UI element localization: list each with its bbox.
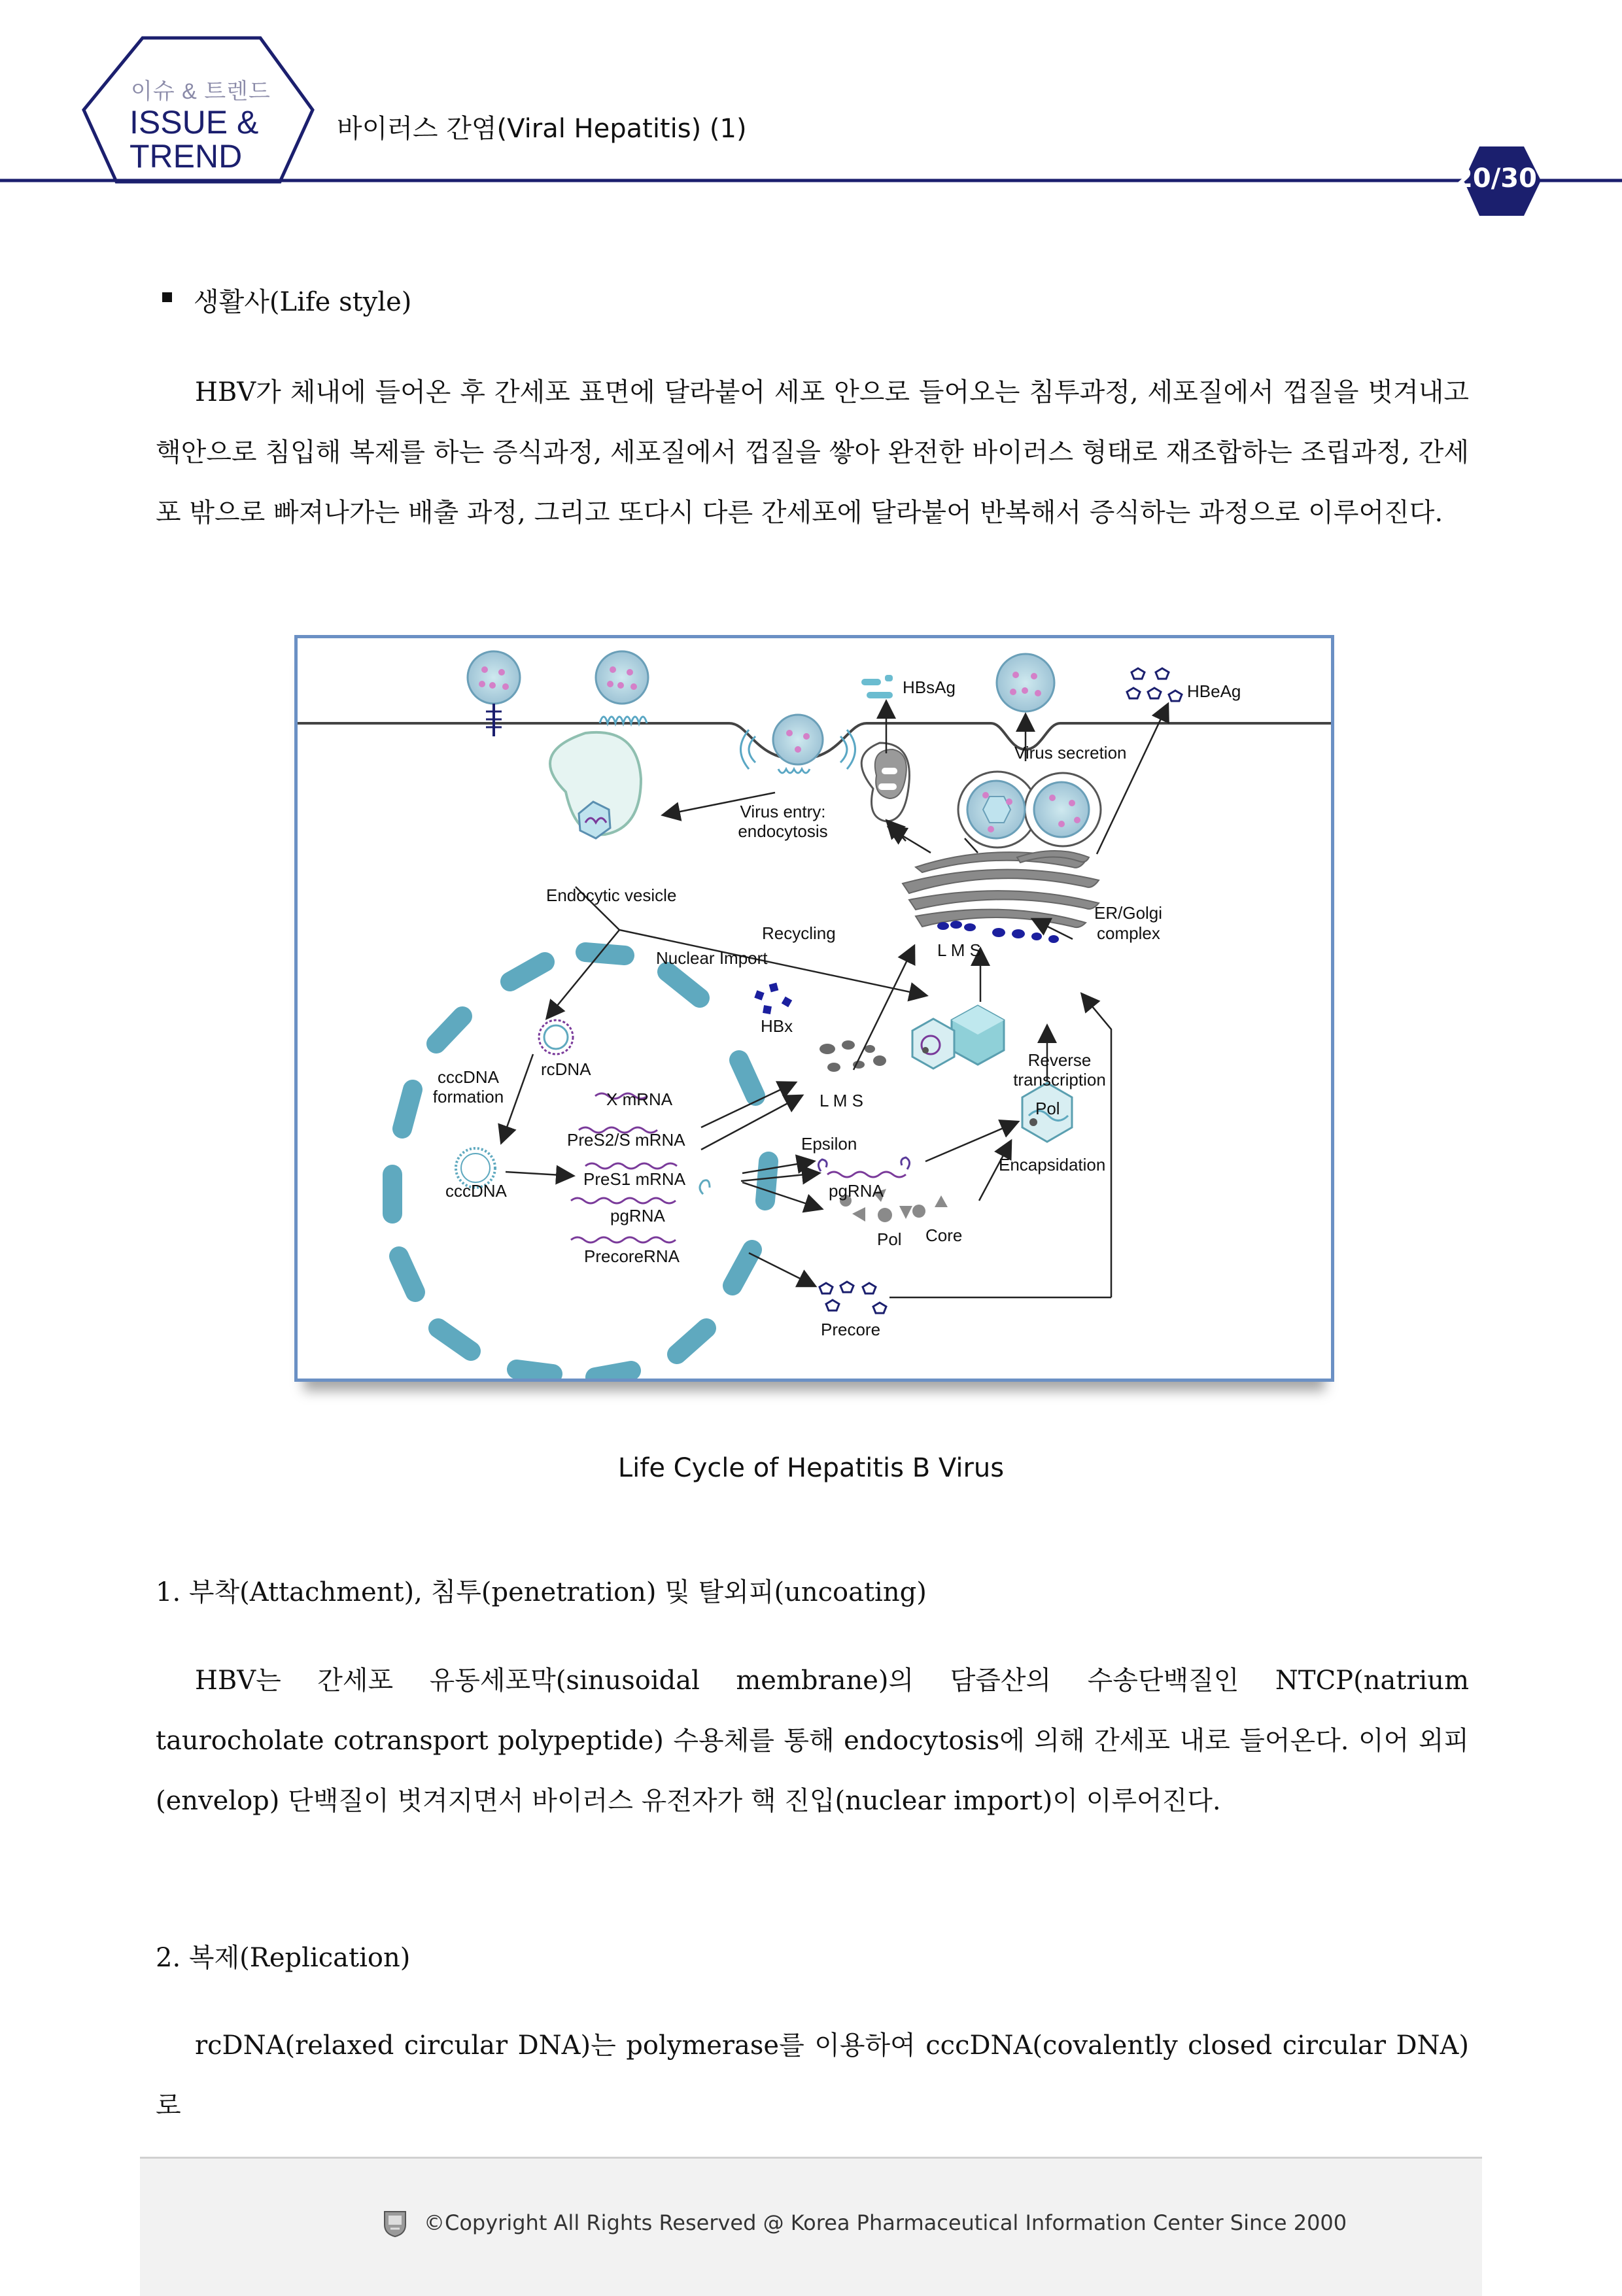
er-lms-proteins	[937, 921, 1059, 943]
label-rcdna: rcDNA	[541, 1059, 591, 1079]
crest-icon	[383, 2209, 407, 2238]
label-reverse-2: transcription	[1013, 1070, 1106, 1089]
label-endocytic-vesicle: Endocytic vesicle	[546, 885, 677, 905]
er-golgi-complex	[903, 851, 1099, 927]
label-cccdna: cccDNA	[445, 1181, 507, 1201]
rcdna-circle	[539, 1020, 573, 1054]
label-precore: Precore	[821, 1320, 881, 1339]
hbsag-particles	[861, 675, 893, 698]
hbeag-particles	[1127, 668, 1182, 701]
paragraph-2	[156, 2015, 1469, 2136]
label-precore-rna: PrecoreRNA	[584, 1246, 680, 1266]
secretion-vesicle-virions	[958, 772, 1101, 848]
section-heading-life: 생활사(Life style)	[194, 287, 412, 317]
endocytic-vesicle	[550, 732, 641, 838]
label-x-mrna: X mRNA	[606, 1089, 673, 1109]
capsid-rt	[912, 1019, 954, 1069]
label-virus-secretion: Virus secretion	[1014, 743, 1127, 762]
label-pol-capsid: Pol	[1035, 1099, 1060, 1118]
label-pres2-mrna: PreS2/S mRNA	[567, 1130, 685, 1150]
brand-korean: 이슈 & 트렌드	[131, 79, 271, 104]
label-pgrna: pgRNA	[610, 1206, 665, 1225]
capsid-mature	[952, 1006, 1004, 1065]
paragraph-1	[156, 1651, 1469, 1831]
label-pres1-mrna: PreS1 mRNA	[583, 1169, 686, 1189]
label-reverse-1: Reverse	[1027, 1050, 1092, 1070]
label-lms-mid: L M S	[820, 1091, 863, 1110]
label-pol: Pol	[877, 1229, 902, 1249]
label-hbx: HBx	[761, 1016, 793, 1036]
label-recycling: Recycling	[762, 923, 836, 943]
label-endocytosis: endocytosis	[738, 821, 828, 841]
brand-line-1: ISSUE &	[129, 104, 259, 141]
paragraph-life-text: HBV가 체내에 들어온 후 간세포 표면에 달라붙어 세포 안으로 들어오는 침투과정, 세포질에서 껍질을 벗겨내고 핵안으로 침입해 복제를 하는 증식과정, 세포질에서 껍질을 쌓아 완전한 바이러스 형태로 재조합하는 조립과정, 간세포 밖으로 빠져나가는 배출 과정, 그리고 또다시 다른 간세포에 달라붙어 반복해서 증식하는 과정으로 이루어진다.	[156, 377, 1469, 528]
paragraph-life	[156, 362, 1469, 543]
label-hbsag: HBsAg	[903, 677, 956, 697]
pgrna-cytoplasm	[818, 1157, 909, 1177]
section-heading-1: 1. 부착(Attachment), 침투(penetration) 및 탈외피(uncoating)	[156, 1577, 927, 1607]
label-cccdna-formation-1: cccDNA	[438, 1067, 499, 1087]
lms-proteins	[820, 1040, 886, 1072]
hbx-proteins	[754, 983, 792, 1014]
label-lms-top: L M S	[937, 940, 981, 960]
label-virus-entry: Virus entry:	[740, 802, 826, 821]
label-pgrna-cytoplasm: pgRNA	[829, 1181, 884, 1201]
lifecycle-diagram	[298, 638, 1331, 1379]
nucleus-envelope	[392, 952, 768, 1377]
label-nuclear-import: Nuclear Import	[656, 948, 768, 968]
secreted-virus	[997, 654, 1054, 711]
label-cccdna-formation-2: formation	[432, 1087, 504, 1106]
figure-caption: Life Cycle of Hepatitis B Virus	[617, 1453, 1005, 1483]
label-encapsidation: Encapsidation	[999, 1155, 1106, 1174]
bullet-square-icon	[162, 292, 172, 302]
paragraph-1-text: HBV는 간세포 유동세포막(sinusoidal membrane)의 담즙산의 수송단백질인 NTCP(natrium taurocholate cotransport polypeptide) 수용체를 통해 endocytosis에 의해 간세포 내로 들어온다. 이어 외피(envelop) 단백질이 벗겨지면서 바이러스 유전자가 핵 진입(nuclear import)이 이루어진다.	[156, 1666, 1469, 1816]
precore-proteins	[820, 1282, 886, 1313]
label-epsilon: Epsilon	[801, 1134, 857, 1154]
header-title: 바이러스 간염(Viral Hepatitis) (1)	[337, 114, 747, 144]
footer-copyright: ©Copyright All Rights Reserved @ Korea Pharmaceutical Information Center Since 2000	[424, 2210, 1347, 2235]
hbv-lifecycle-figure	[294, 635, 1334, 1382]
label-er-golgi-2: complex	[1097, 923, 1160, 943]
paragraph-2-text: rcDNA(relaxed circular DNA)는 polymerase를 이용하여 cccDNA(covalently closed circular DNA)로	[156, 2030, 1469, 2121]
label-core: Core	[925, 1225, 963, 1245]
virus-particle-2	[596, 651, 648, 723]
brand-line-2: TREND	[129, 138, 243, 175]
section-heading-2: 2. 복제(Replication)	[156, 1943, 411, 1973]
page-number: 20/30	[1455, 163, 1537, 194]
label-hbeag: HBeAg	[1187, 681, 1241, 701]
secretion-vesicle-hbsag	[861, 743, 909, 821]
label-er-golgi-1: ER/Golgi	[1094, 903, 1163, 923]
